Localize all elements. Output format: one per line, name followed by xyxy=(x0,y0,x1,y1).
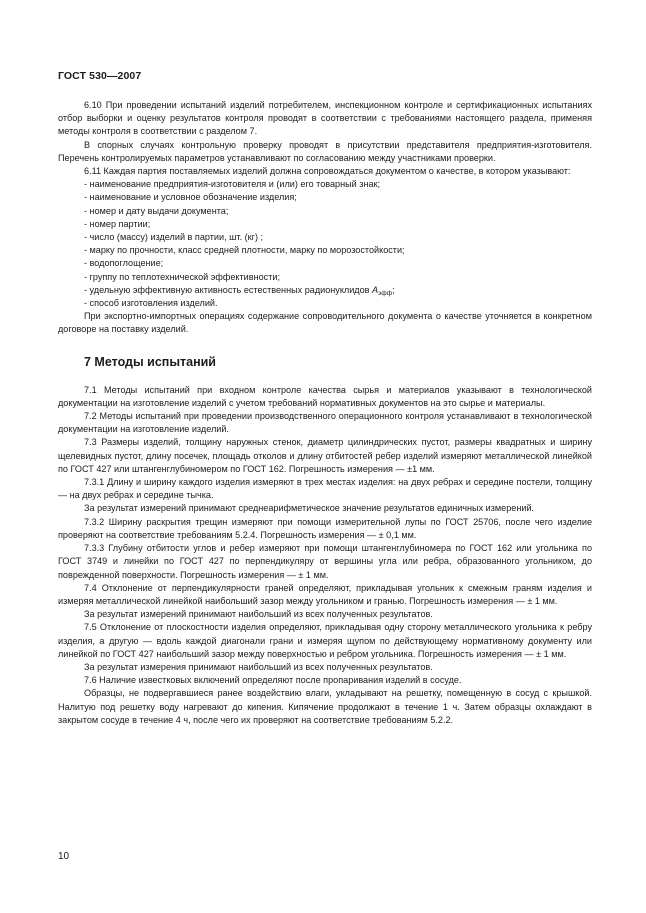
list-item: - способ изготовления изделий. xyxy=(84,298,218,309)
paragraph-samples: Образцы, не подвергавшиеся ранее воздействию влаги, укладывают на решетку, помещенную в сосуд с крышкой. Налитую под решетку воду нагревают до кипения. Кипячение продолжают в течение 1 ч. Затем образцы охлаждают в закрытом сосуде в течение 4 ч, после чего их проверяют на соответствие требованиям 5.2.2. xyxy=(58,688,592,725)
paragraph-export: При экспортно-импортных операциях содержание сопроводительного документа о качестве уточняется в конкретном договоре на поставку изделий. xyxy=(58,311,592,335)
list-item: - номер и дату выдачи документа; xyxy=(84,205,229,216)
list-item-activity xyxy=(58,284,592,297)
paragraph-7-3-2: 7.3.2 Ширину раскрытия трещин измеряют при помощи измерительной лупы по ГОСТ 25706, после чего изделие проверяют на соответствие требованиям 5.2.4. Погрешность измерения — ± 0,1 мм. xyxy=(58,516,592,540)
section-title: 7 Методы испытаний xyxy=(84,354,216,369)
activity-text: - удельную эффективную активность естественных радионуклидов xyxy=(84,284,373,295)
paragraph-7-3-1: 7.3.1 Длину и ширину каждого изделия измеряют в трех местах изделия: на двух ребрах и середине постели, толщину — на двух ребрах и середине тычка. xyxy=(58,477,592,501)
activity-symbol: A xyxy=(372,284,379,295)
list-item: - номер партии; xyxy=(84,218,151,229)
paragraph-6-10: 6.10 При проведении испытаний изделий потребителем, инспекционном контроле и сертификационных испытаниях отбор выборки и оценку результатов контроля проводят в соответствии с требованиями настоящего раздела, применяя методы контроля в соответствии с разделом 7. xyxy=(58,100,592,137)
page-number: 10 xyxy=(58,851,70,862)
paragraph-7-1: 7.1 Методы испытаний при входном контроле качества сырья и материалов указывают в технологической документации на изготовление изделий с учетом требований нормативных документов на это сырье и материалы. xyxy=(58,384,592,408)
list-item: - наименование предприятия-изготовителя и (или) его товарный знак; xyxy=(84,179,381,190)
paragraph-7-5: 7.5 Отклонение от плоскостности изделия определяют, прикладывая одну сторону металлического угольника к ребру изделия, а другую — вдоль каждой диагонали грани и измеряя щупом по действующему нормативному документу или линейкой по ГОСТ 427 наибольший зазор между поверхностью и ребром угольника. Погрешность измерения — ± 1 мм. xyxy=(58,622,592,659)
list-item: - наименование и условное обозначение изделия; xyxy=(84,192,297,203)
list-item: - марку по прочности, класс средней плотности, марку по морозостойкости; xyxy=(84,245,405,256)
paragraph-result-max-2: За результат измерения принимают наибольший из всех полученных результатов. xyxy=(84,661,433,672)
activity-subscript: эфф xyxy=(378,289,393,297)
paragraph-disputes: В спорных случаях контрольную проверку проводят в присутствии представителя предприятия-изготовителя. Перечень контролируемых параметров устанавливают по согласованию между участниками проверки. xyxy=(58,139,592,163)
paragraph-7-3-3: 7.3.3 Глубину отбитости углов и ребер измеряют при помощи штангенглубиномера по ГОСТ 162 или угольника по ГОСТ 3749 и линейки по ГОСТ 427 по перпендикуляру от вершины угла или ребра, образованного угольником, до поврежденной поверхности. Погрешность измерения — ± 1 мм. xyxy=(58,543,592,580)
paragraph-7-6: 7.6 Наличие известковых включений определяют после пропаривания изделий в сосуде. xyxy=(84,675,462,686)
paragraph-7-3: 7.3 Размеры изделий, толщину наружных стенок, диаметр цилиндрических пустот, размеры квадратных и ширину щелевидных пустот, длину посечек, площадь отколов и длину отбитостей ребер изделий измеряют металлической линейкой по ГОСТ 427 или штангенглубиномером по ГОСТ 162. Погрешность измерения — ±1 мм. xyxy=(58,437,592,474)
page-content xyxy=(58,99,592,727)
activity-suffix: ; xyxy=(392,284,395,295)
paragraph-6-11: 6.11 Каждая партия поставляемых изделий должна сопровождаться документом о качестве, в котором указывают: xyxy=(84,166,571,177)
list-item: - водопоглощение; xyxy=(84,258,164,269)
list-item: - группу по теплотехнической эффективности; xyxy=(84,271,280,282)
paragraph-result-max-1: За результат измерений принимают наибольший из всех полученных результатов. xyxy=(84,609,433,620)
paragraph-result-average: За результат измерений принимают среднеарифметическое значение результатов единичных измерений. xyxy=(84,503,535,514)
list-item: - число (массу) изделий в партии, шт. (кг) ; xyxy=(84,232,264,243)
paragraph-7-2: 7.2 Методы испытаний при проведении производственного операционного контроля устанавливают в технологической документации на изготовление изделий. xyxy=(58,411,592,435)
document-header: ГОСТ 530—2007 xyxy=(58,70,142,82)
paragraph-7-4: 7.4 Отклонение от перпендикулярности граней определяют, прикладывая угольник к смежным граням изделия и измеряя металлической линейкой наибольший зазор между угольником и гранью. Погрешность измерения — ± 1 мм. xyxy=(58,582,592,606)
